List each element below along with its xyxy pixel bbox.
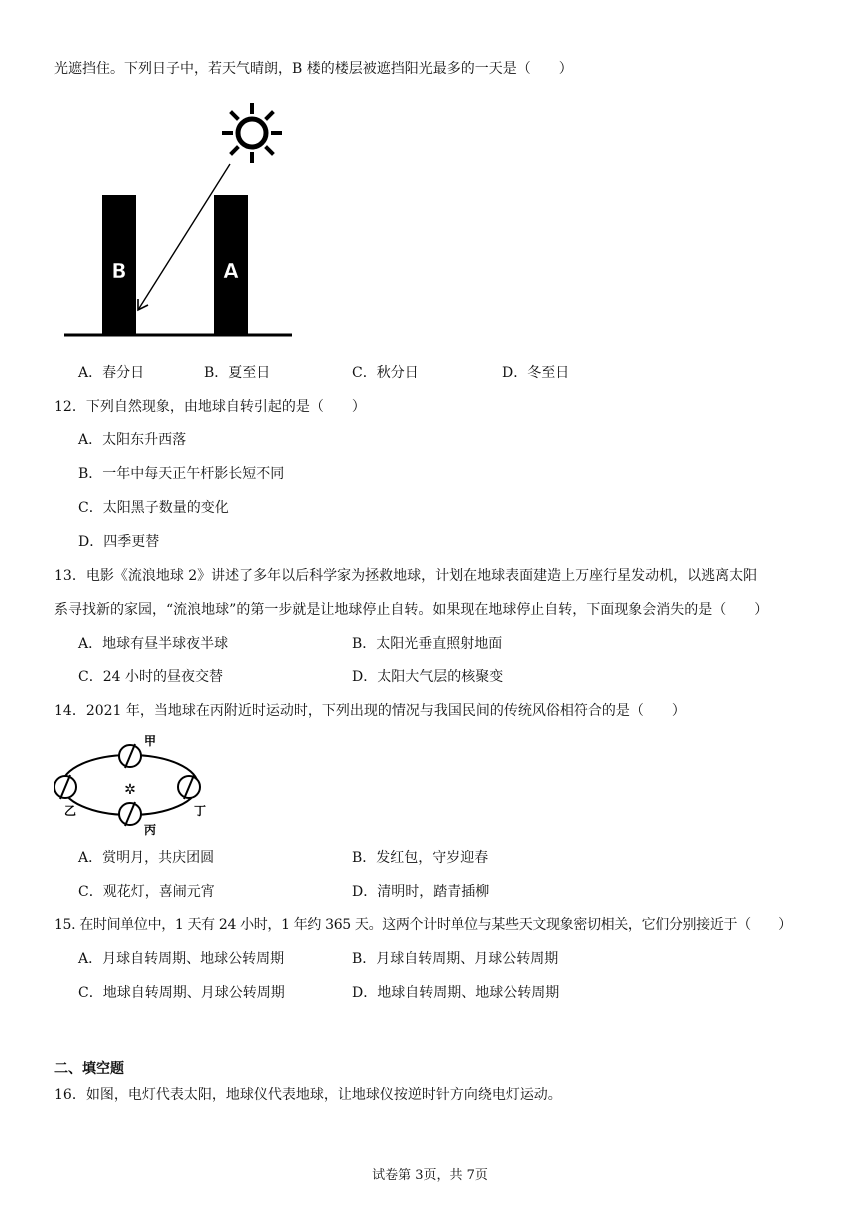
buildings-sun-diagram	[60, 100, 300, 345]
sun-symbol-icon: ✲	[124, 782, 136, 798]
earth-position-yi	[54, 775, 76, 799]
label-ding: 丁	[194, 804, 207, 818]
q11-option-d[interactable]: D．冬至日	[502, 365, 570, 381]
question-14-stem: 14．2021 年，当地球在丙附近时运动时，下列出现的情况与我国民间的传统风俗相符合的是（ ）	[54, 703, 686, 719]
q14-option-d[interactable]: D．清明时，踏青插柳	[352, 884, 490, 900]
q15-option-d[interactable]: D．地球自转周期、地球公转周期	[352, 985, 560, 1001]
question-13-stem-line2: 系寻找新的家园，“流浪地球”的第一步就是让地球停止自转。如果现在地球停止自转，下面现象会消失的是（ ）	[54, 602, 769, 618]
q11-option-b[interactable]: B．夏至日	[204, 365, 271, 381]
section-title-fill-in: 二、填空题	[54, 1061, 124, 1077]
building-b-label: B	[111, 259, 127, 283]
earth-position-bing	[119, 802, 141, 826]
q12-option-d[interactable]: D．四季更替	[78, 534, 160, 550]
q13-option-d[interactable]: D．太阳大气层的核聚变	[352, 669, 504, 685]
q14-option-c[interactable]: C．观花灯，喜闹元宵	[78, 884, 215, 900]
question-15-stem: 15. 在时间单位中，1 天有 24 小时，1 年约 365 天。这两个计时单位与某些天文现象密切相关，它们分别接近于（ ）	[54, 917, 792, 933]
sun-icon	[224, 105, 280, 161]
q15-option-a[interactable]: A．月球自转周期、地球公转周期	[78, 951, 285, 967]
q14-option-a[interactable]: A．赏明月，共庆团圆	[78, 850, 215, 866]
earth-position-jia	[119, 744, 141, 768]
q14-option-b[interactable]: B．发红包，守岁迎春	[352, 850, 489, 866]
question-16-stem: 16．如图，电灯代表太阳，地球仪代表地球，让地球仪按逆时针方向绕电灯运动。	[54, 1087, 562, 1103]
q13-option-b[interactable]: B．太阳光垂直照射地面	[352, 636, 503, 652]
q13-option-a[interactable]: A．地球有昼半球夜半球	[78, 636, 229, 652]
label-jia: 甲	[144, 734, 157, 748]
q12-option-b[interactable]: B．一年中每天正午杆影长短不同	[78, 466, 285, 482]
earth-orbit-diagram	[54, 732, 224, 840]
question-12-stem: 12．下列自然现象，由地球自转引起的是（ ）	[54, 399, 366, 415]
q13-option-c[interactable]: C．24 小时的昼夜交替	[78, 669, 223, 685]
q12-option-c[interactable]: C．太阳黑子数量的变化	[78, 500, 229, 516]
building-a-label: A	[223, 259, 239, 283]
q12-option-a[interactable]: A．太阳东升西落	[78, 432, 187, 448]
question-11-tail: 光遮挡住。下列日子中，若天气晴朗，B 楼的楼层被遮挡阳光最多的一天是（ ）	[54, 61, 573, 77]
q11-option-a[interactable]: A．春分日	[78, 365, 145, 381]
question-13-stem-line1: 13．电影《流浪地球 2》讲述了多年以后科学家为拯救地球，计划在地球表面建造上万座行星发动机，以逃离太阳	[54, 568, 758, 584]
label-bing: 丙	[144, 823, 157, 837]
page-footer: 试卷第 3页，共 7页	[372, 1168, 488, 1183]
earth-position-ding	[178, 775, 200, 799]
label-yi: 乙	[64, 804, 77, 818]
q11-option-c[interactable]: C．秋分日	[352, 365, 419, 381]
q15-option-b[interactable]: B．月球自转周期、月球公转周期	[352, 951, 559, 967]
q15-option-c[interactable]: C．地球自转周期、月球公转周期	[78, 985, 285, 1001]
